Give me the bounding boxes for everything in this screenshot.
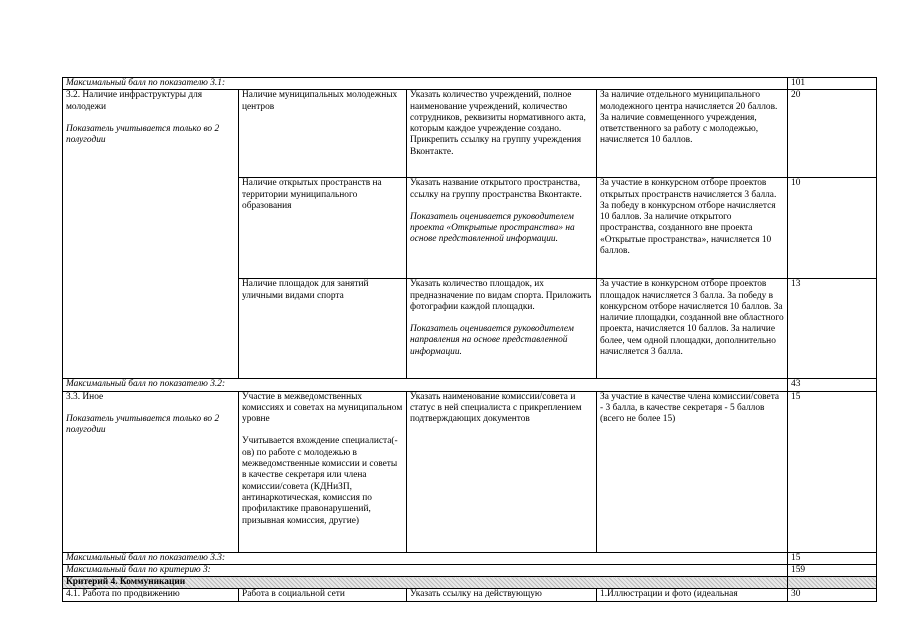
criterion-cell: Наличие открытых пространств на территории муниципального образования [239,178,407,279]
indicator-title: 3.2. Наличие инфраструктуры для молодежи [66,90,203,112]
requirement-cell: Указать ссылку на действующую [407,589,597,601]
summary-label: Максимальный балл по показателю 3.1: [63,78,788,90]
summary-score: 15 [788,552,877,564]
requirement-note: Показатель оценивается руководителем проекта «Открытые пространства» на основе представленной информации. [410,211,575,245]
table-row [63,391,877,552]
criterion-cell [239,391,407,552]
criterion-text: Участие в межведомственных комиссиях и советах на муниципальном уровне [242,391,403,425]
requirement-cell [407,178,597,279]
indicator-cell [63,391,239,552]
criterion-note: Учитывается вхождение специалиста(-ов) по работе с молодежью в межведомственные комиссии и советы в качестве секретаря или члена комиссии/совета (КДНиЗП, антинаркотическая, комиссия по профилактике правонарушений, призывная комиссия, другие) [242,436,398,526]
table-row [63,589,877,601]
criteria-table [62,77,877,602]
indicator-cell [63,90,239,379]
indicator-cell: 4.1. Работа по продвижению [63,589,239,601]
summary-label: Максимальный балл по критерию 3: [63,564,788,576]
summary-label: Максимальный балл по показателю 3.2: [63,379,788,391]
indicator-title: 3.3. Иное [66,391,104,402]
table-row [63,90,877,178]
summary-row-3-3 [63,552,877,564]
requirement-cell [407,279,597,379]
requirement-note: Показатель оценивается руководителем направления на основе представленной информации. [410,324,574,357]
summary-score: 101 [788,78,877,90]
summary-row-criterion-3 [63,564,877,576]
score-cell: 15 [788,391,877,552]
criterion-cell: Работа в социальной сети [239,589,407,601]
summary-label: Максимальный балл по показателю 3.3: [63,552,788,564]
criterion-header-fill [788,577,877,589]
score-cell: 30 [788,589,877,601]
summary-score: 159 [788,564,877,576]
scoring-cell: За наличие отдельного муниципального молодежного центра начисляется 20 баллов. За наличие совмещенного учреждения, ответственного за работу с молодежью, начисляется 10 баллов. [597,90,788,178]
indicator-note: Показатель учитывается только во 2 полугодии [66,123,220,146]
scoring-cell: За участие в конкурсном отборе проектов площадок начисляется 3 балла. За победу в конкурсном отборе начисляется 10 баллов. За наличие площадки, созданной вне областного проекта, начисляется 10 баллов. За наличие более, чем одной площадки, дополнительно начисляется 3 балла. [597,279,788,379]
scoring-cell: За участие в конкурсном отборе проектов открытых пространств начисляется 3 балла. За победу в конкурсном отборе начисляется 10 баллов. За наличие открытого пространства, созданного вне проекта «Открытые пространства», начисляется 10 баллов. [597,178,788,279]
requirement-cell: Указать количество учреждений, полное наименование учреждений, количество сотрудников, реквизиты нормативного акта, которым каждое учреждение создано. Прикрепить ссылку на группу учреждения Вконтакте. [407,90,597,178]
score-cell: 10 [788,178,877,279]
indicator-note: Показатель учитывается только во 2 полугодии [66,413,220,436]
requirement-text: Указать количество площадок, их предназначение по видам спорта. Приложить фотографии каждой площадки. [410,279,592,312]
requirement-cell: Указать наименование комиссии/совета и статус в ней специалиста с прикреплением подтверждающих документов [407,391,597,552]
summary-row-3-2 [63,379,877,391]
summary-row-3-1 [63,78,877,90]
summary-score: 43 [788,379,877,391]
score-cell: 13 [788,279,877,379]
criterion-header: Критерий 4. Коммуникации [63,577,788,589]
scoring-cell: За участие в качестве члена комиссии/совета - 3 балла, в качестве секретаря - 5 баллов (всего не более 15) [597,391,788,552]
criterion-cell: Наличие муниципальных молодежных центров [239,90,407,178]
criterion-cell: Наличие площадок для занятий уличными видами спорта [239,279,407,379]
requirement-text: Указать название открытого пространства, ссылку на группу пространства Вконтакте. [410,178,582,200]
scoring-cell: 1.Иллюстрации и фото (идеальная [597,589,788,601]
criterion-4-header-row [63,577,877,589]
score-cell: 20 [788,90,877,178]
